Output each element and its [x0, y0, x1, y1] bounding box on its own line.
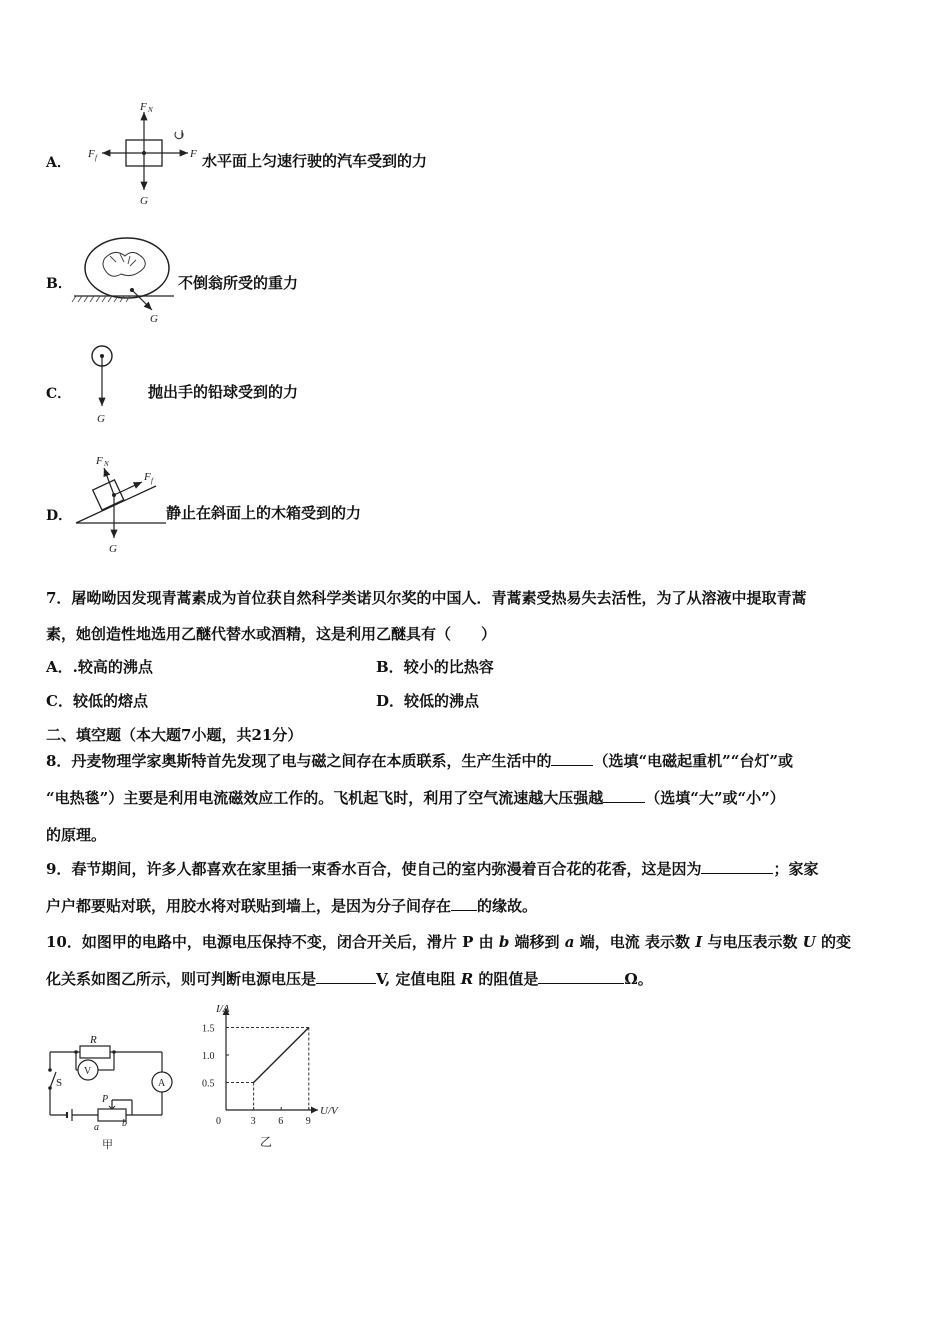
- q8-blank-2[interactable]: [603, 788, 645, 803]
- option-a-letter: A．: [46, 155, 71, 171]
- q7-option-c-text: 较低的熔点: [72, 692, 148, 710]
- svg-text:f: f: [95, 154, 97, 162]
- q10-blank-1[interactable]: [316, 969, 376, 984]
- svg-text:N: N: [148, 106, 153, 114]
- option-c-text: 抛出手的铅球受到的力: [148, 383, 299, 401]
- label-v: V: [84, 1066, 92, 1077]
- section-2-title: 二、填空题（本大题7小题，共21分）: [46, 726, 303, 744]
- q10-line-1: 10．如图甲的电路中，电源电压保持不变，闭合开关后，滑片 P 由 b 端移到 a 端，电流 表示数 I 与电压表示数 U 的变: [46, 933, 851, 951]
- option-d-text: 静止在斜面上的木箱受到的力: [166, 504, 362, 522]
- option-b-letter: B．: [46, 276, 72, 292]
- q7-option-a-letter: A．: [46, 658, 73, 676]
- series-line-0: [254, 1028, 309, 1083]
- label-fn: F: [140, 101, 147, 113]
- option-b-text: 不倒翁所受的重力: [178, 274, 299, 292]
- q9-line-1: 9．春节期间，许多人都喜欢在家里插一束香水百合，使自己的室内弥漫着百合花的花香，这是因为 ；家家: [46, 860, 819, 878]
- svg-text:N: N: [104, 460, 109, 468]
- resistor-r: [80, 1046, 110, 1058]
- q9-line-2: 户户都要贴对联，用胶水将对联贴到墙上，是因为分子间存在 的缘故。: [46, 897, 538, 915]
- q7-option-a-text: .较高的沸点: [72, 658, 153, 676]
- label-s: S: [56, 1077, 63, 1089]
- x-tick-label-0: 3: [250, 1116, 256, 1127]
- option-d-letter: D．: [46, 508, 73, 524]
- q7-line-1: 7．屠呦呦因发现青蒿素成为首位获自然科学类诺贝尔奖的中国人．青蒿素受热易失去活性，为了从溶液中提取青蒿: [46, 589, 807, 607]
- label-r: R: [90, 1034, 97, 1046]
- q8-line-1: 8．丹麦物理学家奥斯特首先发现了电与磁之间存在本质联系，生产生活中的 （选填“电磁起重机”“台灯”或: [46, 752, 793, 770]
- x-axis-label: U/V: [320, 1105, 338, 1117]
- x-tick-label-2: 9: [305, 1116, 311, 1127]
- q9-blank-2[interactable]: [451, 896, 477, 911]
- q7-option-d[interactable]: [376, 691, 479, 711]
- q7-option-b[interactable]: [376, 657, 494, 677]
- q7-option-d-text: 较低的沸点: [404, 692, 480, 710]
- label-ff: F: [144, 471, 151, 483]
- option-a-text: 水平面上匀速行驶的汽车受到的力: [202, 152, 428, 170]
- label-a-end: a: [94, 1122, 99, 1133]
- option-c-letter: C．: [46, 386, 72, 402]
- label-g: G: [109, 543, 117, 555]
- q7-option-b-text: 较小的比热容: [403, 658, 494, 676]
- label-p: P: [102, 1094, 109, 1105]
- q7-option-c-letter: C．: [46, 692, 73, 710]
- q7-option-a[interactable]: [46, 657, 153, 677]
- label-g: G: [150, 313, 158, 325]
- y-tick-label-2: 1.5: [202, 1023, 215, 1035]
- label-fn: F: [96, 455, 103, 467]
- svg-text:f: f: [151, 477, 153, 485]
- force-diagram-shot-put: [82, 340, 132, 428]
- label-f: F: [190, 148, 197, 160]
- label-a: A: [158, 1078, 166, 1089]
- x-tick-label-1: 6: [278, 1116, 284, 1127]
- q10-line-2: 化关系如图乙所示，则可判断电源电压是 V, 定值电阻 R 的阻值是 Ω。: [46, 970, 653, 988]
- iu-chart: [196, 1000, 356, 1158]
- q8-blank-1[interactable]: [551, 751, 593, 766]
- circuit-diagram: [40, 1030, 190, 1155]
- force-diagram-car: [80, 98, 205, 210]
- label-g: G: [140, 195, 148, 207]
- q7-line-2: 素，她创造性地选用乙醚代替水或酒精，这是利用乙醚具有（ ）: [46, 625, 497, 643]
- chart-caption: 乙: [260, 1135, 273, 1149]
- y-axis-label: I/A: [216, 1003, 230, 1015]
- force-diagram-tumbler: [70, 228, 185, 326]
- force-diagram-wooden-box: [72, 450, 177, 558]
- q10-blank-2[interactable]: [538, 969, 624, 984]
- label-g: G: [97, 413, 105, 425]
- q7-option-d-letter: D．: [376, 692, 405, 710]
- label-b-end: b: [122, 1118, 127, 1129]
- y-tick-label-1: 1.0: [202, 1051, 215, 1062]
- q8-line-2: “电热毯”）主要是利用电流磁效应工作的。飞机起飞时，利用了空气流速越大压强越 （选填“大”或“小”）: [46, 789, 785, 807]
- q8-line-3: 的原理。: [46, 826, 107, 844]
- circuit-caption: 甲: [102, 1139, 113, 1151]
- q7-option-b-letter: B．: [376, 658, 404, 676]
- q9-blank-1[interactable]: [701, 859, 773, 874]
- q7-option-c[interactable]: [46, 691, 148, 711]
- y-tick-label-0: 0.5: [202, 1078, 215, 1090]
- origin-label: 0: [216, 1116, 221, 1127]
- label-ff: F: [88, 148, 95, 160]
